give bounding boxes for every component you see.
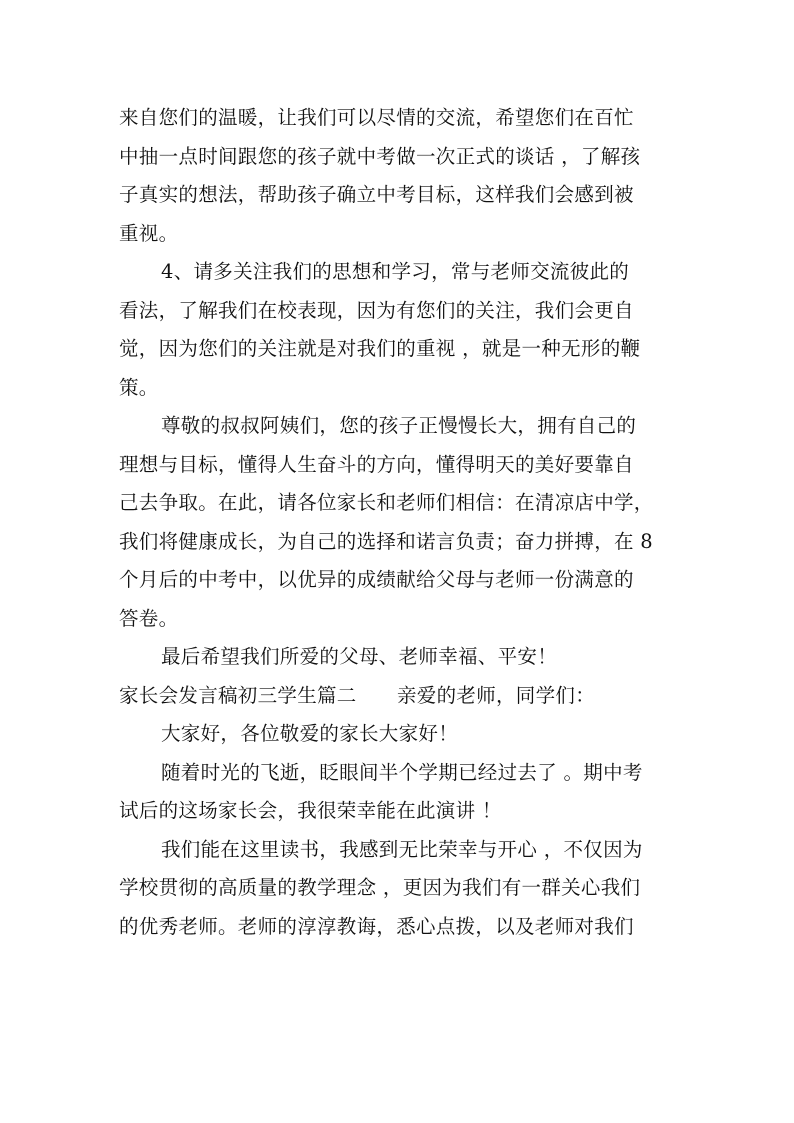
text-line: 4、请多关注我们的思想和学习，常与老师交流彼此的 bbox=[161, 260, 630, 283]
text-line: 个月后的中考中，以优异的成绩献给父母与老师一份满意的 bbox=[119, 568, 634, 591]
text-line: 看法，了解我们在校表现，因为有您们的关注，我们会更自 bbox=[119, 298, 634, 322]
salutation: 亲爱的老师，同学们： bbox=[397, 683, 596, 707]
text-line: 试后的这场家长会，我很荣幸能在此演讲 ！ bbox=[119, 799, 502, 822]
text-line: 学校贯彻的高质量的教学理念 ，更因为我们有一群关心我们 bbox=[119, 876, 641, 899]
text-line: 最后希望我们所爱的父母、老师幸福、平安！ bbox=[161, 645, 558, 668]
text-line: 随着时光的飞逝，眨眼间半个学期已经过去了 。期中考 bbox=[161, 760, 643, 784]
text-line: 大家好，各位敬爱的家长大家好！ bbox=[161, 722, 459, 745]
text-line: 理想与目标，懂得人生奋斗的方向，懂得明天的美好要靠自 bbox=[119, 452, 634, 476]
text-line: 我们将健康成长，为自己的选择和诺言负责；奋力拼搏，在 8 bbox=[119, 529, 654, 553]
text-line: 尊敬的叔叔阿姨们，您的孩子正慢慢长大，拥有自己的 bbox=[161, 414, 637, 437]
text-line: 答卷。 bbox=[119, 606, 179, 630]
text-line: 我们能在这里读书，我感到无比荣幸与开心 ，不仅因为 bbox=[161, 837, 643, 861]
text-line: 觉，因为您们的关注就是对我们的重视 ，就是一种无形的鞭 bbox=[119, 337, 641, 360]
text-line: 策。 bbox=[119, 375, 159, 399]
section-heading bbox=[119, 677, 674, 716]
text-line: 的优秀老师。老师的淳淳教诲，悉心点拨，以及老师对我们 bbox=[119, 914, 634, 938]
text-line: 己去争取。在此，请各位家长和老师们相信：在清凉店中学， bbox=[119, 491, 654, 514]
text-line: 来自您们的温暖，让我们可以尽情的交流，希望您们在百忙 bbox=[119, 106, 634, 129]
text-line: 中抽一点时间跟您的孩子就中考做一次正式的谈话 ，了解孩 bbox=[119, 144, 641, 168]
section-title: 家长会发言稿初三学生篇二 bbox=[119, 683, 357, 707]
text-line: 重视。 bbox=[119, 221, 179, 245]
document-body bbox=[119, 99, 674, 946]
text-line: 子真实的想法，帮助孩子确立中考目标，这样我们会感到被 bbox=[119, 183, 634, 206]
